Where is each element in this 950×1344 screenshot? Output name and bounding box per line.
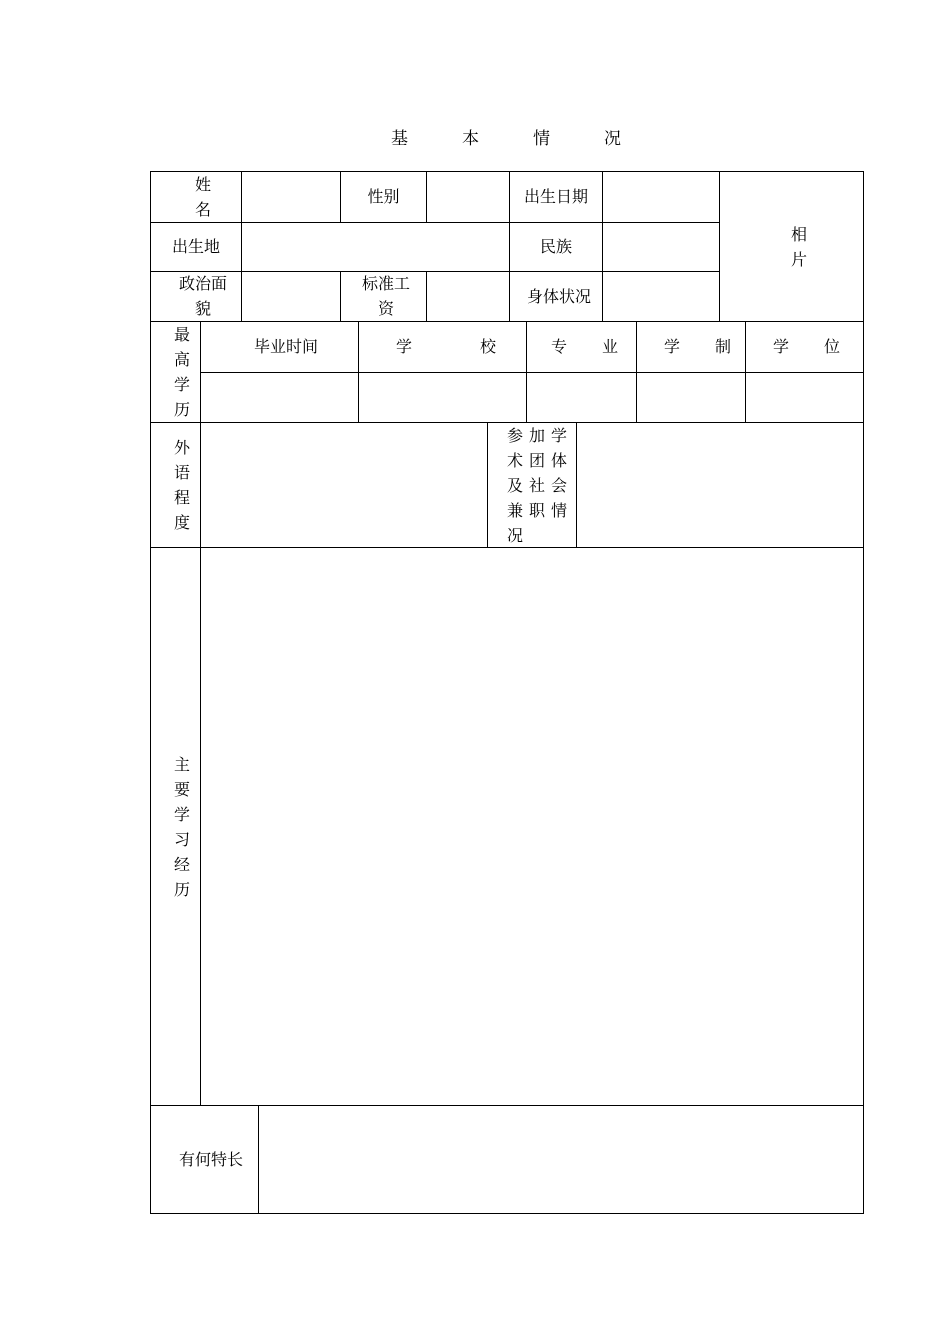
col-divider — [719, 171, 720, 321]
degree-header: 学 位 — [773, 337, 840, 356]
birth-date-label: 出生日期 — [523, 187, 588, 206]
education-label: 最 高 学 历 — [173, 325, 190, 419]
specialty-input[interactable] — [259, 1106, 863, 1213]
title-char: 基 — [391, 129, 408, 149]
health-label: 身体状况 — [526, 287, 591, 306]
graduation-time-input[interactable] — [201, 373, 358, 422]
col-divider — [487, 422, 488, 547]
major-input[interactable] — [527, 373, 636, 422]
title-char: 况 — [604, 129, 621, 149]
row-divider — [150, 321, 864, 322]
health-input[interactable] — [603, 272, 719, 321]
foreign-language-input[interactable] — [201, 423, 487, 547]
title-char: 本 — [462, 129, 479, 149]
foreign-language-label: 外 语 程 度 — [173, 438, 190, 532]
academic-groups-input[interactable] — [577, 423, 863, 547]
ethnicity-input[interactable] — [603, 223, 719, 271]
school-header: 学 校 — [396, 337, 496, 356]
political-status-label: 政治面 貌 — [178, 274, 227, 318]
title-char: 情 — [533, 129, 550, 149]
gender-label: 性别 — [367, 187, 400, 206]
specialty-label: 有何特长 — [178, 1150, 243, 1169]
name-label: 姓 名 — [194, 175, 211, 219]
gender-input[interactable] — [427, 172, 509, 222]
major-header: 专 业 — [551, 337, 618, 356]
study-history-label: 主 要 学 习 经 历 — [173, 755, 190, 899]
page-title — [0, 124, 950, 149]
standard-salary-input[interactable] — [427, 272, 509, 321]
political-status-input[interactable] — [242, 272, 340, 321]
duration-header: 学 制 — [664, 337, 731, 356]
school-input[interactable] — [359, 373, 526, 422]
photo-label: 相 片 — [790, 225, 807, 269]
study-history-input[interactable] — [201, 548, 863, 1105]
graduation-time-header: 毕业时间 — [253, 337, 318, 356]
degree-input[interactable] — [746, 373, 863, 422]
ethnicity-label: 民族 — [539, 237, 572, 256]
name-input[interactable] — [242, 172, 340, 222]
duration-input[interactable] — [637, 373, 745, 422]
birthplace-input[interactable] — [242, 223, 509, 271]
birthplace-label: 出生地 — [171, 237, 220, 256]
birth-date-input[interactable] — [603, 172, 719, 222]
academic-groups-label: 参 加 学 术 团 体 及 社 会 兼 职 情 况 — [506, 426, 567, 545]
standard-salary-label: 标准工 资 — [361, 274, 410, 318]
